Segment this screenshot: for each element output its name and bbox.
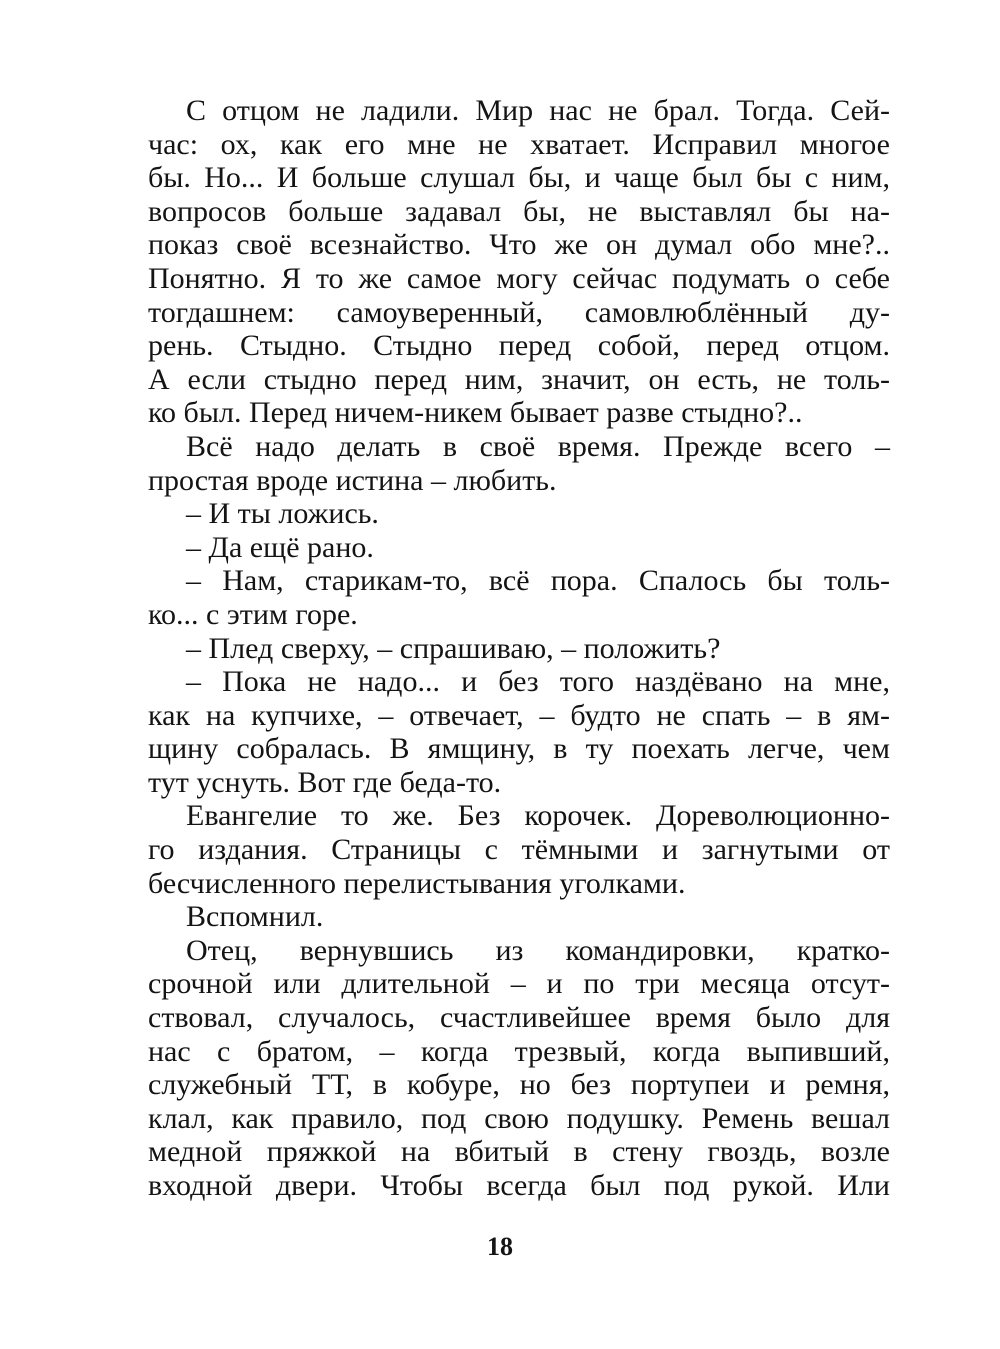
text-line: – И ты ложись. bbox=[186, 497, 379, 531]
text-line: простая вроде истина – любить. bbox=[148, 463, 557, 497]
text-line: медной пряжкой на вбитый в стену гвоздь, возле bbox=[148, 1135, 890, 1169]
paragraph bbox=[148, 900, 890, 934]
paragraph bbox=[148, 934, 890, 1203]
text-line: срочной или длительной – и по три месяца отсут- bbox=[148, 967, 890, 1001]
text-line: Вспомнил. bbox=[186, 900, 324, 934]
text-line: входной двери. Чтобы всегда был под рукой. Или bbox=[148, 1169, 890, 1202]
text-line: – Пока не надо... и без того наздёвано на мне, bbox=[186, 665, 890, 699]
text-line: – Да ещё рано. bbox=[186, 530, 374, 564]
text-line: час: ох, как его мне не хватает. Исправил многое bbox=[148, 127, 890, 161]
text-line: го издания. Страницы с тёмными и загнутыми от bbox=[148, 833, 890, 867]
dialogue-line bbox=[148, 564, 890, 631]
text-line: Понятно. Я то же самое могу сейчас подумать о себе bbox=[148, 261, 890, 295]
text-line: вопросов больше задавал бы, не выставлял бы на- bbox=[148, 194, 890, 228]
text-line: щину собралась. В ямщину, в ту поехать легче, чем bbox=[148, 732, 890, 766]
text-line: нас с братом, – когда трезвый, когда выпивший, bbox=[148, 1034, 890, 1068]
body-text bbox=[148, 94, 890, 1203]
text-line: ко был. Перед ничем-никем бывает разве стыдно?.. bbox=[148, 396, 803, 430]
text-line: А если стыдно перед ним, значит, он есть, не толь- bbox=[148, 362, 890, 396]
text-line: Всё надо делать в своё время. Прежде всего – bbox=[186, 429, 890, 463]
dialogue-line bbox=[148, 632, 890, 666]
text-line: рень. Стыдно. Стыдно перед собой, перед отцом. bbox=[148, 329, 890, 363]
text-line: – Плед сверху, – спрашиваю, – положить? bbox=[186, 631, 721, 665]
text-line: служебный ТТ, в кобуре, но без портупеи и ремня, bbox=[148, 1068, 890, 1102]
dialogue-line bbox=[148, 531, 890, 565]
text-line: ствовал, случалось, счастливейшее время было для bbox=[148, 1001, 890, 1035]
paragraph bbox=[148, 94, 890, 430]
text-line: клал, как правило, под свою подушку. Ремень вешал bbox=[148, 1101, 890, 1135]
text-line: Евангелие то же. Без корочек. Дореволюционно- bbox=[186, 799, 890, 833]
text-line: С отцом не ладили. Мир нас не брал. Тогда. Сей- bbox=[186, 94, 890, 127]
paragraph bbox=[148, 799, 890, 900]
text-line: бесчисленного перелистывания уголками. bbox=[148, 866, 686, 900]
text-line: тут уснуть. Вот где беда-то. bbox=[148, 765, 502, 799]
text-line: ко... с этим горе. bbox=[148, 597, 358, 631]
text-line: тогдашнем: самоуверенный, самовлюблённый ду- bbox=[148, 295, 890, 329]
text-line: как на купчихе, – отвечает, – будто не спать – в ям- bbox=[148, 698, 890, 732]
text-line: – Нам, старикам-то, всё пора. Спалось бы толь- bbox=[186, 564, 890, 598]
paragraph bbox=[148, 430, 890, 497]
dialogue-line bbox=[148, 497, 890, 531]
page-number: 18 bbox=[487, 1232, 513, 1261]
text-line: бы. Но... И больше слушал бы, и чаще был бы с ним, bbox=[148, 161, 890, 195]
text-line: показ своё всезнайство. Что же он думал обо мне?.. bbox=[148, 228, 890, 262]
text-line: Отец, вернувшись из командировки, кратко- bbox=[186, 933, 890, 967]
dialogue-line bbox=[148, 665, 890, 799]
